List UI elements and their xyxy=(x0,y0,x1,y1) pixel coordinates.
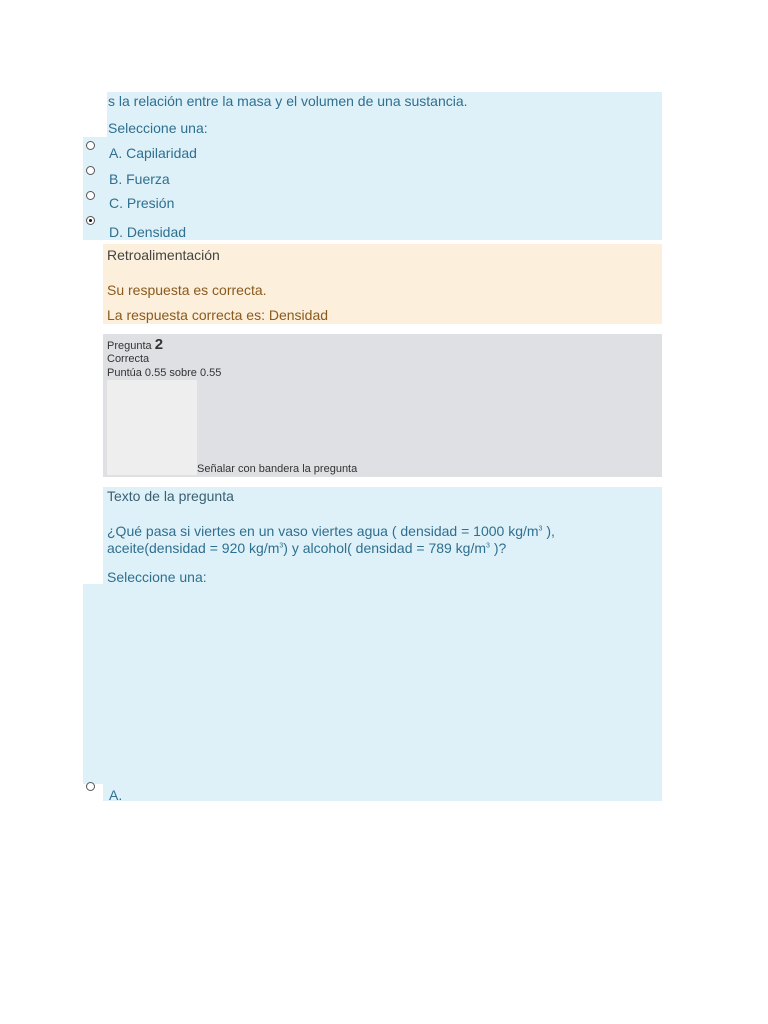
question2-info-sidebar xyxy=(107,380,197,475)
question-number-value: 2 xyxy=(154,336,164,353)
question1-prompt: Seleccione una: xyxy=(108,120,208,136)
question2-text-line2-b: ) y alcohol( densidad = 789 kg/m xyxy=(283,540,487,556)
question2-text-line2-a: aceite(densidad = 920 kg/m xyxy=(107,540,280,556)
question1-panel xyxy=(107,92,662,240)
q2-option-a-radio[interactable] xyxy=(86,782,95,791)
q2-option-a-label[interactable]: A. xyxy=(109,787,123,803)
option-a-radio[interactable] xyxy=(86,141,95,150)
question1-text: s la relación entre la masa y el volumen de una sustancia. xyxy=(108,93,468,109)
question2-text-line1-b: ), xyxy=(542,523,555,539)
question2-text-line2-c: )? xyxy=(489,540,507,556)
option-a-label[interactable]: A. Capilaridad xyxy=(109,145,197,161)
question2-heading: Texto de la pregunta xyxy=(107,488,234,504)
option-d-label[interactable]: D. Densidad xyxy=(109,224,187,240)
exponent-3: 3 xyxy=(486,542,490,550)
question2-options-panel xyxy=(83,584,662,776)
question-label: Pregunta xyxy=(107,340,152,352)
flag-question-link[interactable]: Señalar con bandera la pregunta xyxy=(197,463,358,475)
exponent-2: 3 xyxy=(279,542,284,550)
option-b-radio[interactable] xyxy=(86,166,95,175)
question2-score: Puntúa 0.55 sobre 0.55 xyxy=(107,367,222,379)
question2-prompt: Seleccione una: xyxy=(107,569,207,585)
question2-status: Correcta xyxy=(107,353,150,365)
feedback-title: Retroalimentación xyxy=(107,247,220,263)
question2-text-line2 xyxy=(107,540,506,556)
question2-number xyxy=(107,336,163,353)
option-b-label[interactable]: B. Fuerza xyxy=(109,171,170,187)
exponent-1: 3 xyxy=(538,525,543,533)
feedback-correct-answer: La respuesta correcta es: Densidad xyxy=(107,307,329,323)
question1-options-strip xyxy=(83,137,107,240)
option-c-radio[interactable] xyxy=(86,191,95,200)
feedback-result: Su respuesta es correcta. xyxy=(107,282,267,298)
question2-text-line1 xyxy=(107,523,555,539)
option-d-radio[interactable] xyxy=(86,216,95,225)
question2-text-line1-a: ¿Qué pasa si viertes en un vaso viertes agua ( densidad = 1000 kg/m xyxy=(107,523,539,539)
option-c-label[interactable]: C. Presión xyxy=(109,195,175,211)
